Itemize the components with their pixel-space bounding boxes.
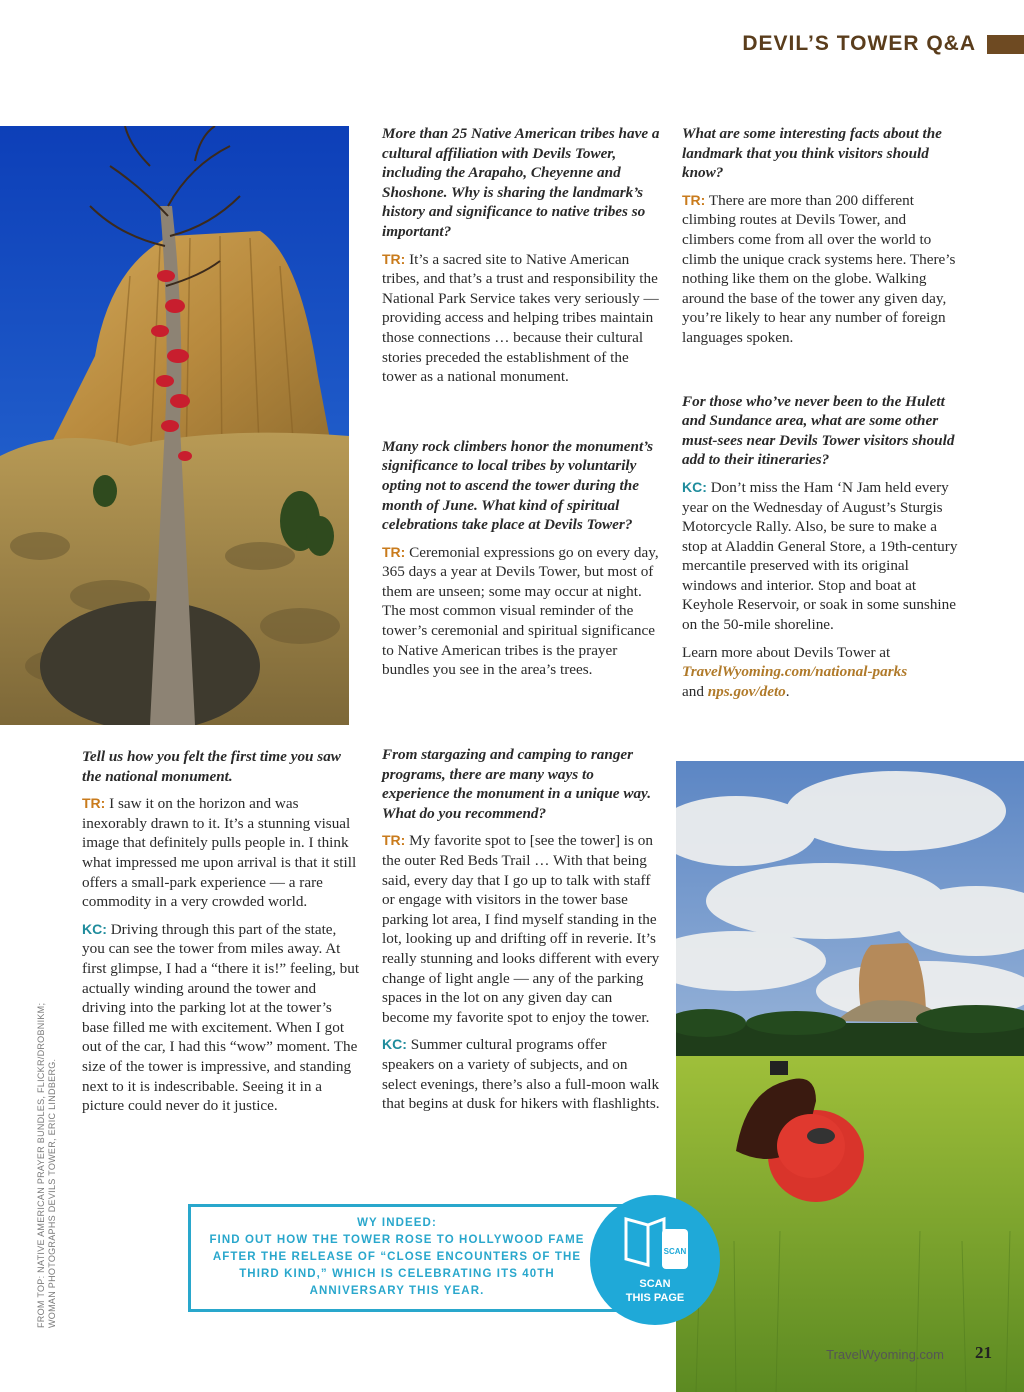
answer-first-time-tr	[82, 794, 360, 912]
question-recommend: From stargazing and camping to ranger programs, there are many ways to experience the monument in a unique way. What do you recommend?	[382, 746, 652, 822]
photo-credit-line2: WOMAN PHOTOGRAPHS DEVILS TOWER, ERIC LINDBERG.	[47, 1058, 57, 1328]
and-text: and	[682, 682, 704, 700]
page-number: 21	[975, 1343, 992, 1362]
learn-more	[682, 643, 962, 702]
tr-tag: TR:	[82, 795, 106, 812]
column-middle-top	[382, 124, 660, 688]
tr-tag: TR:	[382, 250, 406, 267]
answer-text: Ceremonial expressions go on every day, 365 days a year at Devils Tower, but most of them are unseen; some may occur at night. The most common visual reminder of the tower’s ceremonial and spiritual significance to Native American tribes is the prayer bundles you see in the area’s trees.	[382, 543, 659, 679]
callout-text	[207, 1215, 587, 1300]
photo-credit-line1: FROM TOP: NATIVE AMERICAN PRAYER BUNDLES, FLICKR/DROBNIKM;	[36, 1002, 46, 1328]
column-left-bottom	[82, 747, 360, 1124]
photo-credit	[36, 1003, 58, 1328]
answer-text: My favorite spot to [see the tower] is on the outer Red Beds Trail … With that being said, every day that I go up to talk with staff or engage with visitors in the tower base parking lot area, I find myself standing in the lot, looking up and drifting off in reverie. It’s really stunning and looks different with every change of light angle — any of the parking spaces in the lot on any given day can become my favorite spot to enjoy the tower.	[382, 832, 660, 1026]
answer-recommend-tr	[382, 831, 660, 1027]
footer-site: TravelWyoming.com	[826, 1347, 944, 1362]
tr-tag: TR:	[382, 543, 406, 560]
scan-book-phone-icon	[590, 1195, 720, 1325]
question-native-tribes: More than 25 Native American tribes have a cultural affiliation with Devils Tower, including the Arapaho, Cheyenne and Shoshone. Why is sharing the landmark’s history and significance to native tribes so important?	[382, 125, 660, 240]
column-middle-bottom	[382, 745, 660, 1122]
answer-interesting-facts	[682, 191, 962, 348]
callout-body: FIND OUT HOW THE TOWER ROSE TO HOLLYWOOD FAME AFTER THE RELEASE OF “CLOSE ENCOUNTERS OF THE THIRD KIND,” WHICH IS CELEBRATING ITS 40TH ANNIVERSARY THIS YEAR.	[209, 1234, 585, 1297]
section-title-bar	[987, 35, 1024, 54]
answer-native-tribes	[382, 250, 660, 387]
answer-text: Driving through this part of the state, you can see the tower from miles away. At first glimpse, I had a “there it is!” feeling, but actually winding around the tower and driving into the parking lot at the tower’s base filled me with excitement. When I got out of the car, I had this “wow” moment. The size of the tower is impressive, and standing next to it is indescribable. Seeing it in a picture could never do it justice.	[82, 920, 360, 1115]
learn-more-text: Learn more about Devils Tower at	[682, 643, 891, 661]
tr-tag: TR:	[682, 191, 706, 208]
scan-label-line2: THIS PAGE	[625, 1292, 685, 1304]
question-must-sees: For those who’ve never been to the Hulett and Sundance area, what are some other must-sees near Devils Tower visitors should add to their itineraries?	[682, 392, 955, 469]
answer-text: It’s a sacred site to Native American tribes, and that’s a trust and responsibility the National Park Service takes very seriously — providing access and helping tribes maintain those connections … because their cultural stories preceded the establishment of the tower as a national monument.	[382, 250, 659, 386]
section-title: DEVIL’S TOWER Q&A	[742, 32, 976, 55]
answer-must-sees	[682, 478, 962, 635]
photo-prayer-bundles	[0, 126, 349, 725]
answer-text: Summer cultural programs offer speakers on a variety of subjects, and on select evenings, there’s also a full-moon walk that begins at dusk for hikers with flashlights.	[382, 1036, 660, 1113]
question-first-time: Tell us how you felt the first time you saw the national monument.	[82, 748, 341, 785]
question-spiritual-celebrations: Many rock climbers honor the monument’s significance to local tribes by voluntarily opting not to ascend the tower during the month of June. What kind of spiritual celebrations take place at Devils Tower?	[382, 437, 654, 534]
link-nps[interactable]: nps.gov/deto	[707, 682, 786, 700]
link-travelwyoming[interactable]: TravelWyoming.com/national-parks	[682, 663, 908, 681]
answer-recommend-kc	[382, 1035, 660, 1113]
answer-text: I saw it on the horizon and was inexorably drawn to it. It’s a stunning visual image that definitely pulls people in. I think what impressed me upon arrival is that it still offers a small-park experience — a rare commodity in a very crowded world.	[82, 795, 357, 911]
answer-spiritual-celebrations	[382, 543, 660, 680]
scan-label-line1: SCAN	[639, 1278, 671, 1290]
kc-tag: KC:	[382, 1036, 407, 1053]
photo-woman-photographing	[676, 761, 1024, 1392]
scan-this-page-badge[interactable]	[590, 1195, 720, 1325]
scan-badge-text: SCAN	[663, 1247, 687, 1256]
callout-heading: WY INDEED:	[357, 1217, 437, 1229]
kc-tag: KC:	[682, 478, 707, 495]
tr-tag: TR:	[382, 832, 406, 849]
answer-first-time-kc	[82, 920, 360, 1116]
answer-text: Don’t miss the Ham ‘N Jam held every year on the Wednesday of August’s Sturgis Motorcycle Rally. Also, be sure to make a stop at Aladdin General Store, a 19th-century mercantile preserved with its original windows and interior. Stop and boat at Keyhole Reservoir, or soak in some sunshine on the 50-mile shoreline.	[682, 478, 958, 634]
question-interesting-facts: What are some interesting facts about the landmark that you think visitors should know?	[682, 125, 942, 182]
column-right-top	[682, 124, 962, 709]
answer-text: There are more than 200 different climbing routes at Devils Tower, and climbers come from all over the world to climb the unique crack systems here. There’s nothing like them on the globe. Walking around the base of the tower any given day, you’re likely to hear any number of foreign languages spoken.	[682, 191, 956, 346]
scan-label	[590, 1277, 720, 1305]
period: .	[785, 682, 790, 700]
kc-tag: KC:	[82, 920, 107, 937]
wy-indeed-callout[interactable]	[188, 1204, 640, 1312]
